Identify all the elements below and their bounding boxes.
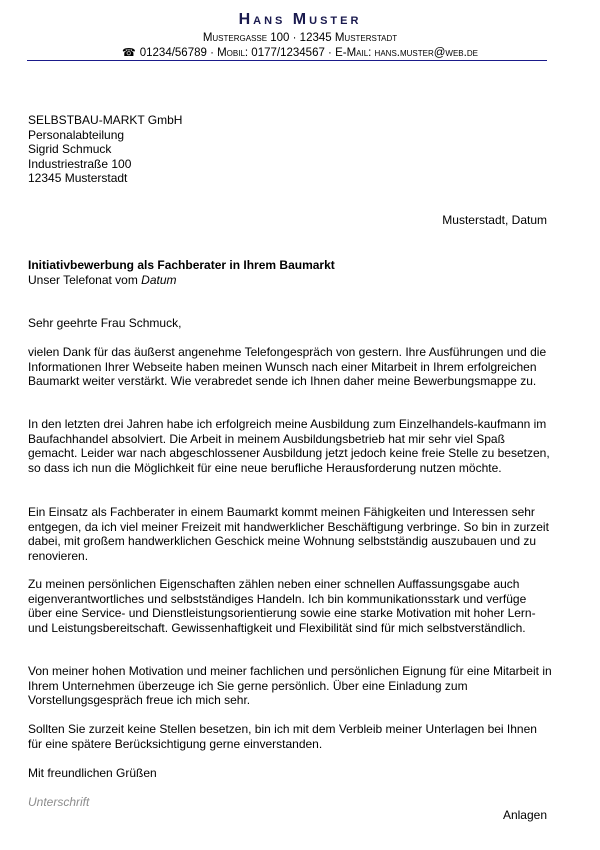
recipient-company: SELBSTBAU-MARKT GmbH: [28, 113, 183, 127]
closing: Mit freundlichen Grüßen: [28, 766, 157, 780]
phone-icon: ☎: [122, 47, 136, 59]
sender-address: Mustergasse 100 · 12345 Musterstadt: [202, 32, 398, 44]
enclosures: Anlagen: [502, 808, 547, 822]
letter-date: Musterstadt, Datum: [442, 213, 547, 227]
sender-contact-text: 01234/56789 · Mobil: 0177/1234567 · E-Mail: hans.muster@web.de: [139, 47, 478, 59]
recipient-address: [28, 113, 553, 186]
subject-title: Initiativbewerbung als Fachberater in Ihrem Baumarkt: [28, 258, 335, 272]
body-paragraph-4: Zu meinen persönlichen Eigenschaften zählen neben einer schnellen Auffassungsgabe auch eigenverantwortliches und selbstständiges Handeln. Ich bin kommunikationsstark und verfüge über eine Service- und Dienstleistungsorientierung sowie eine starke Motivation mit hoher Lern- und Leistungsbereitschaft. Gewissenhaftigkeit und Flexibilität sind für mich selbstverständlich.: [28, 577, 536, 635]
recipient-person: Sigrid Schmuck: [28, 142, 112, 156]
body-paragraph-6: Sollten Sie zurzeit keine Stellen besetzen, bin ich mit dem Verbleib meiner Unterlagen bei Ihnen für eine spätere Berücksichtigung gerne einverstanden.: [28, 722, 537, 751]
sender-name: Hans Muster: [238, 11, 362, 28]
recipient-city: 12345 Musterstadt: [28, 171, 128, 185]
body-paragraph-2: In den letzten drei Jahren habe ich erfolgreich meine Ausbildung zum Einzelhandels-kaufmann im Baufachhandel absolviert. Die Arbeit in meinem Ausbildungsbetrieb hat mir sehr viel Spaß gemacht. Leider war nach abgeschlossener Ausbildung jetzt jedoch keine freie Stelle zu besetzen, so dass ich nun die Möglichkeit für eine neue berufliche Herausforderung nutzen möchte.: [28, 417, 550, 475]
body-paragraph-5: Von meiner hohen Motivation und meiner fachlichen und persönlichen Eignung für eine Mitarbeit in Ihrem Unternehmen überzeuge ich Sie gerne persönlich. Über eine Einladung zum Vorstellungsgespräch freue ich mich sehr.: [28, 664, 552, 707]
header-divider: [27, 60, 547, 61]
recipient-street: Industriestraße 100: [28, 156, 132, 171]
reference-prefix: Unser Telefonat vom: [28, 272, 142, 287]
body-paragraph-3: Ein Einsatz als Fachberater in einem Baumarkt kommt meinen Fähigkeiten und Interessen sehr entgegen, da ich viel meiner Freizeit mit handwerklicher Beschäftigung verbringe. So bin in zurzeit dabei, mit großem handwerklichen Geschick meine Wohnung selbstständig auszubauen und zu renovieren.: [28, 505, 549, 563]
signature-placeholder: Unterschrift: [28, 795, 90, 809]
subject-block: [28, 258, 553, 287]
recipient-department: Personalabteilung: [28, 127, 125, 142]
subject-reference: [28, 273, 553, 288]
body-paragraph-1: vielen Dank für das äußerst angenehme Telefongespräch von gestern. Ihre Ausführungen und die Informationen Ihrer Webseite haben meinen Wunsch nach einer Mitarbeit in Ihrem erfolgreichen Baumarkt weiter verstärkt. Wie verabredet sende ich Ihnen daher meine Bewerbungsmappe zu.: [28, 345, 547, 388]
reference-date: Datum: [141, 272, 177, 287]
letterhead: [0, 10, 600, 61]
sender-contact: [0, 46, 600, 61]
salutation: Sehr geehrte Frau Schmuck,: [28, 316, 182, 330]
